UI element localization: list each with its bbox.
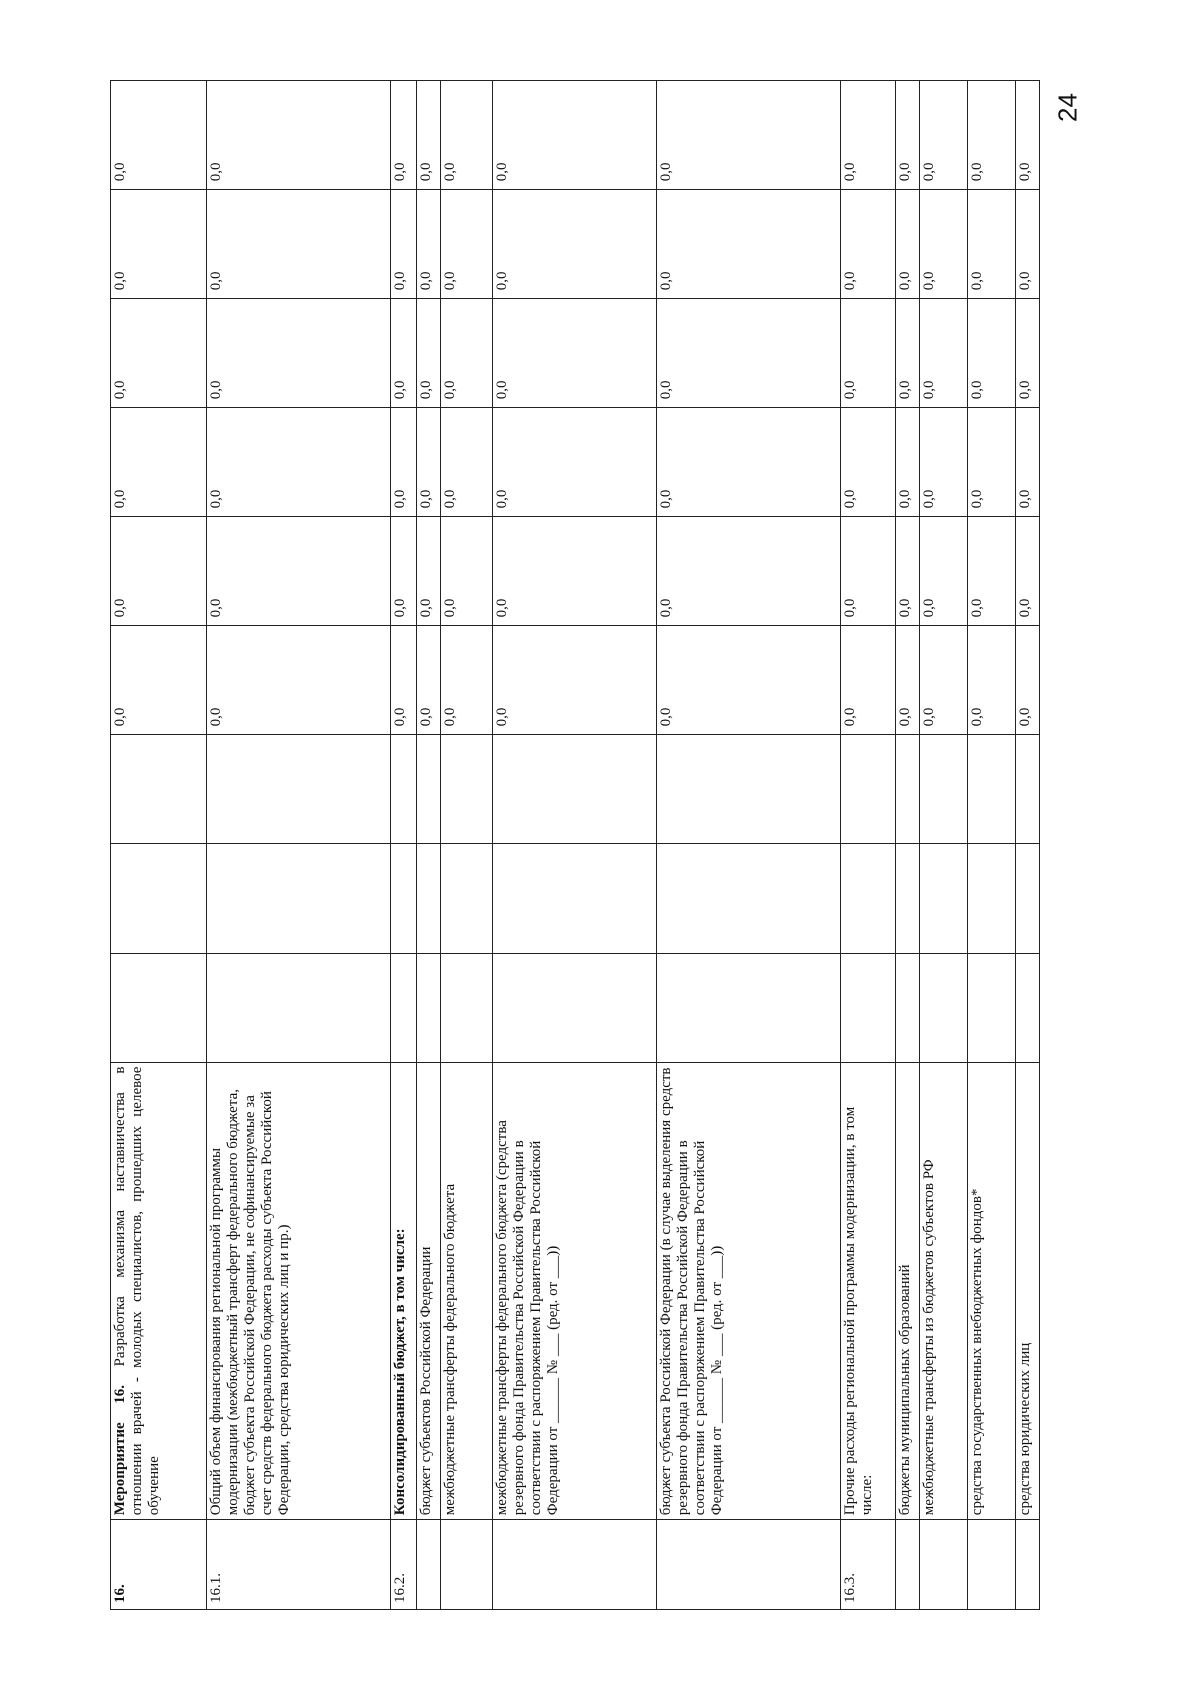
table-row [441, 81, 493, 1610]
row-description [841, 1062, 896, 1520]
value-cell: 0,0 [441, 81, 493, 190]
empty-cell [657, 844, 841, 953]
empty-cell [207, 953, 391, 1062]
empty-cell [111, 735, 207, 844]
value-cell: 0,0 [493, 299, 657, 408]
value-cell: 0,0 [657, 190, 841, 299]
empty-cell [895, 953, 919, 1062]
value-cell: 0,0 [207, 299, 391, 408]
empty-cell [493, 953, 657, 1062]
value-cell: 0,0 [657, 517, 841, 626]
row-text: бюджет субъекта Российской Федерации (в случае выделения средств резервного фонда Правительства Российской Федерации в соответствии с распоряжением Правительства Российской Федерации от ______ № ___ (ред. от ___)) [658, 1067, 726, 1516]
table-row [657, 81, 841, 1610]
value-cell: 0,0 [417, 626, 441, 735]
row-index [657, 1520, 841, 1610]
value-cell: 0,0 [895, 299, 919, 408]
value-cell: 0,0 [1015, 517, 1039, 626]
empty-cell [417, 735, 441, 844]
empty-cell [841, 735, 896, 844]
value-cell: 0,0 [919, 517, 967, 626]
value-cell: 0,0 [1015, 81, 1039, 190]
empty-cell [390, 735, 416, 844]
value-cell: 0,0 [441, 299, 493, 408]
value-cell: 0,0 [657, 299, 841, 408]
empty-cell [1015, 735, 1039, 844]
table-row [1015, 81, 1039, 1610]
table-row [417, 81, 441, 1610]
value-cell: 0,0 [967, 299, 1015, 408]
value-cell: 0,0 [967, 190, 1015, 299]
value-cell: 0,0 [895, 190, 919, 299]
row-index [1015, 1520, 1039, 1610]
value-cell: 0,0 [967, 626, 1015, 735]
empty-cell [207, 735, 391, 844]
row-description [441, 1062, 493, 1520]
empty-cell [919, 844, 967, 953]
row-text: межбюджетные трансферты федерального бюджета [442, 1183, 459, 1516]
table-row [493, 81, 657, 1610]
empty-cell [657, 953, 841, 1062]
row-text: средства государственных внебюджетных фондов* [968, 1188, 985, 1516]
value-cell: 0,0 [111, 81, 207, 190]
empty-cell [493, 844, 657, 953]
value-cell: 0,0 [417, 190, 441, 299]
row-description [657, 1062, 841, 1520]
value-cell: 0,0 [841, 626, 896, 735]
row-description [1015, 1062, 1039, 1520]
row-description [493, 1062, 657, 1520]
row-description [919, 1062, 967, 1520]
empty-cell [895, 844, 919, 953]
value-cell: 0,0 [1015, 626, 1039, 735]
value-cell: 0,0 [919, 408, 967, 517]
value-cell: 0,0 [919, 190, 967, 299]
empty-cell [493, 735, 657, 844]
value-cell: 0,0 [1015, 299, 1039, 408]
empty-cell [1015, 953, 1039, 1062]
value-cell: 0,0 [657, 81, 841, 190]
table-row [841, 81, 896, 1610]
row-text: межбюджетные трансферты из бюджетов субъектов РФ [920, 1159, 937, 1516]
row-description [417, 1062, 441, 1520]
value-cell: 0,0 [441, 517, 493, 626]
row-text: Прочие расходы региональной программы модернизации, в том числе: [842, 1106, 876, 1516]
value-cell: 0,0 [1015, 408, 1039, 517]
row-description [895, 1062, 919, 1520]
table-row [967, 81, 1015, 1610]
value-cell: 0,0 [657, 408, 841, 517]
value-cell: 0,0 [841, 408, 896, 517]
empty-cell [841, 844, 896, 953]
row-index: 16. [111, 1520, 207, 1610]
value-cell: 0,0 [493, 408, 657, 517]
value-cell: 0,0 [967, 408, 1015, 517]
empty-cell [111, 844, 207, 953]
row-text: средства юридических лиц [1016, 1342, 1033, 1516]
value-cell: 0,0 [441, 626, 493, 735]
empty-cell [919, 953, 967, 1062]
empty-cell [967, 735, 1015, 844]
value-cell: 0,0 [111, 408, 207, 517]
value-cell: 0,0 [390, 626, 416, 735]
value-cell: 0,0 [417, 81, 441, 190]
empty-cell [441, 844, 493, 953]
row-description [111, 1062, 207, 1520]
value-cell: 0,0 [967, 517, 1015, 626]
value-cell: 0,0 [111, 517, 207, 626]
row-index: 16.2. [390, 1520, 416, 1610]
table-row [390, 81, 416, 1610]
value-cell: 0,0 [895, 626, 919, 735]
empty-cell [967, 953, 1015, 1062]
value-cell: 0,0 [493, 517, 657, 626]
empty-cell [1015, 844, 1039, 953]
row-index [417, 1520, 441, 1610]
row-text: Общий объем финансирования региональной программы модернизации (межбюджетный трансферт федерального бюджета, бюджет субъекта Российской Федерации, не софинансируемые за счет средств федерального бюджета расходы субъекта Российской Федерации, средства юридических лиц и пр.) [208, 1089, 293, 1516]
empty-cell [390, 953, 416, 1062]
row-index [441, 1520, 493, 1610]
row-lead-text: Консолидированный бюджет, в том числе: [391, 1228, 408, 1516]
empty-cell [895, 735, 919, 844]
row-index [895, 1520, 919, 1610]
row-lead-text: Мероприятие 16. [112, 1385, 128, 1516]
value-cell: 0,0 [895, 81, 919, 190]
value-cell: 0,0 [919, 299, 967, 408]
value-cell: 0,0 [390, 81, 416, 190]
rotated-table-container [110, 80, 1040, 1610]
table-row [919, 81, 967, 1610]
value-cell: 0,0 [919, 81, 967, 190]
value-cell: 0,0 [919, 626, 967, 735]
value-cell: 0,0 [111, 626, 207, 735]
empty-cell [919, 735, 967, 844]
value-cell: 0,0 [390, 190, 416, 299]
value-cell: 0,0 [390, 299, 416, 408]
value-cell: 0,0 [417, 408, 441, 517]
value-cell: 0,0 [841, 517, 896, 626]
row-text: межбюджетные трансферты федерального бюджета (средства резервного фонда Правительства Российской Федерации в соответствии с распоряжением Правительства Российской Федерации от ______ № ___ (ред. от ___)) [494, 1120, 562, 1516]
value-cell: 0,0 [207, 190, 391, 299]
value-cell: 0,0 [1015, 190, 1039, 299]
empty-cell [657, 735, 841, 844]
financing-table [110, 80, 1040, 1610]
value-cell: 0,0 [841, 299, 896, 408]
value-cell: 0,0 [493, 626, 657, 735]
value-cell: 0,0 [441, 190, 493, 299]
empty-cell [967, 844, 1015, 953]
row-index: 16.1. [207, 1520, 391, 1610]
empty-cell [390, 844, 416, 953]
value-cell: 0,0 [417, 299, 441, 408]
value-cell: 0,0 [111, 299, 207, 408]
empty-cell [417, 844, 441, 953]
value-cell: 0,0 [417, 517, 441, 626]
value-cell: 0,0 [390, 517, 416, 626]
row-description [207, 1062, 391, 1520]
row-index [493, 1520, 657, 1610]
value-cell: 0,0 [207, 626, 391, 735]
value-cell: 0,0 [657, 626, 841, 735]
empty-cell [441, 953, 493, 1062]
empty-cell [841, 953, 896, 1062]
value-cell: 0,0 [895, 517, 919, 626]
table-row [111, 81, 207, 1610]
value-cell: 0,0 [493, 190, 657, 299]
value-cell: 0,0 [207, 81, 391, 190]
value-cell: 0,0 [207, 408, 391, 517]
value-cell: 0,0 [207, 517, 391, 626]
empty-cell [207, 844, 391, 953]
value-cell: 0,0 [841, 81, 896, 190]
row-text: Разработка механизма наставничества в отношении врачей - молодых специалистов, прошедших целевое обучение [112, 1066, 162, 1516]
row-index [919, 1520, 967, 1610]
table-row [895, 81, 919, 1610]
row-text: бюджеты муниципальных образований [896, 1264, 913, 1516]
value-cell: 0,0 [841, 190, 896, 299]
value-cell: 0,0 [441, 408, 493, 517]
table-row [207, 81, 391, 1610]
value-cell: 0,0 [895, 408, 919, 517]
value-cell: 0,0 [967, 81, 1015, 190]
row-text: бюджет субъектов Российской Федерации [418, 1246, 434, 1516]
value-cell: 0,0 [493, 81, 657, 190]
value-cell: 0,0 [111, 190, 207, 299]
row-description [390, 1062, 416, 1520]
empty-cell [417, 953, 441, 1062]
value-cell: 0,0 [390, 408, 416, 517]
row-description [967, 1062, 1015, 1520]
row-index: 16.3. [841, 1520, 896, 1610]
row-index [967, 1520, 1015, 1610]
page-number: 24 [1052, 93, 1083, 122]
empty-cell [111, 953, 207, 1062]
empty-cell [441, 735, 493, 844]
